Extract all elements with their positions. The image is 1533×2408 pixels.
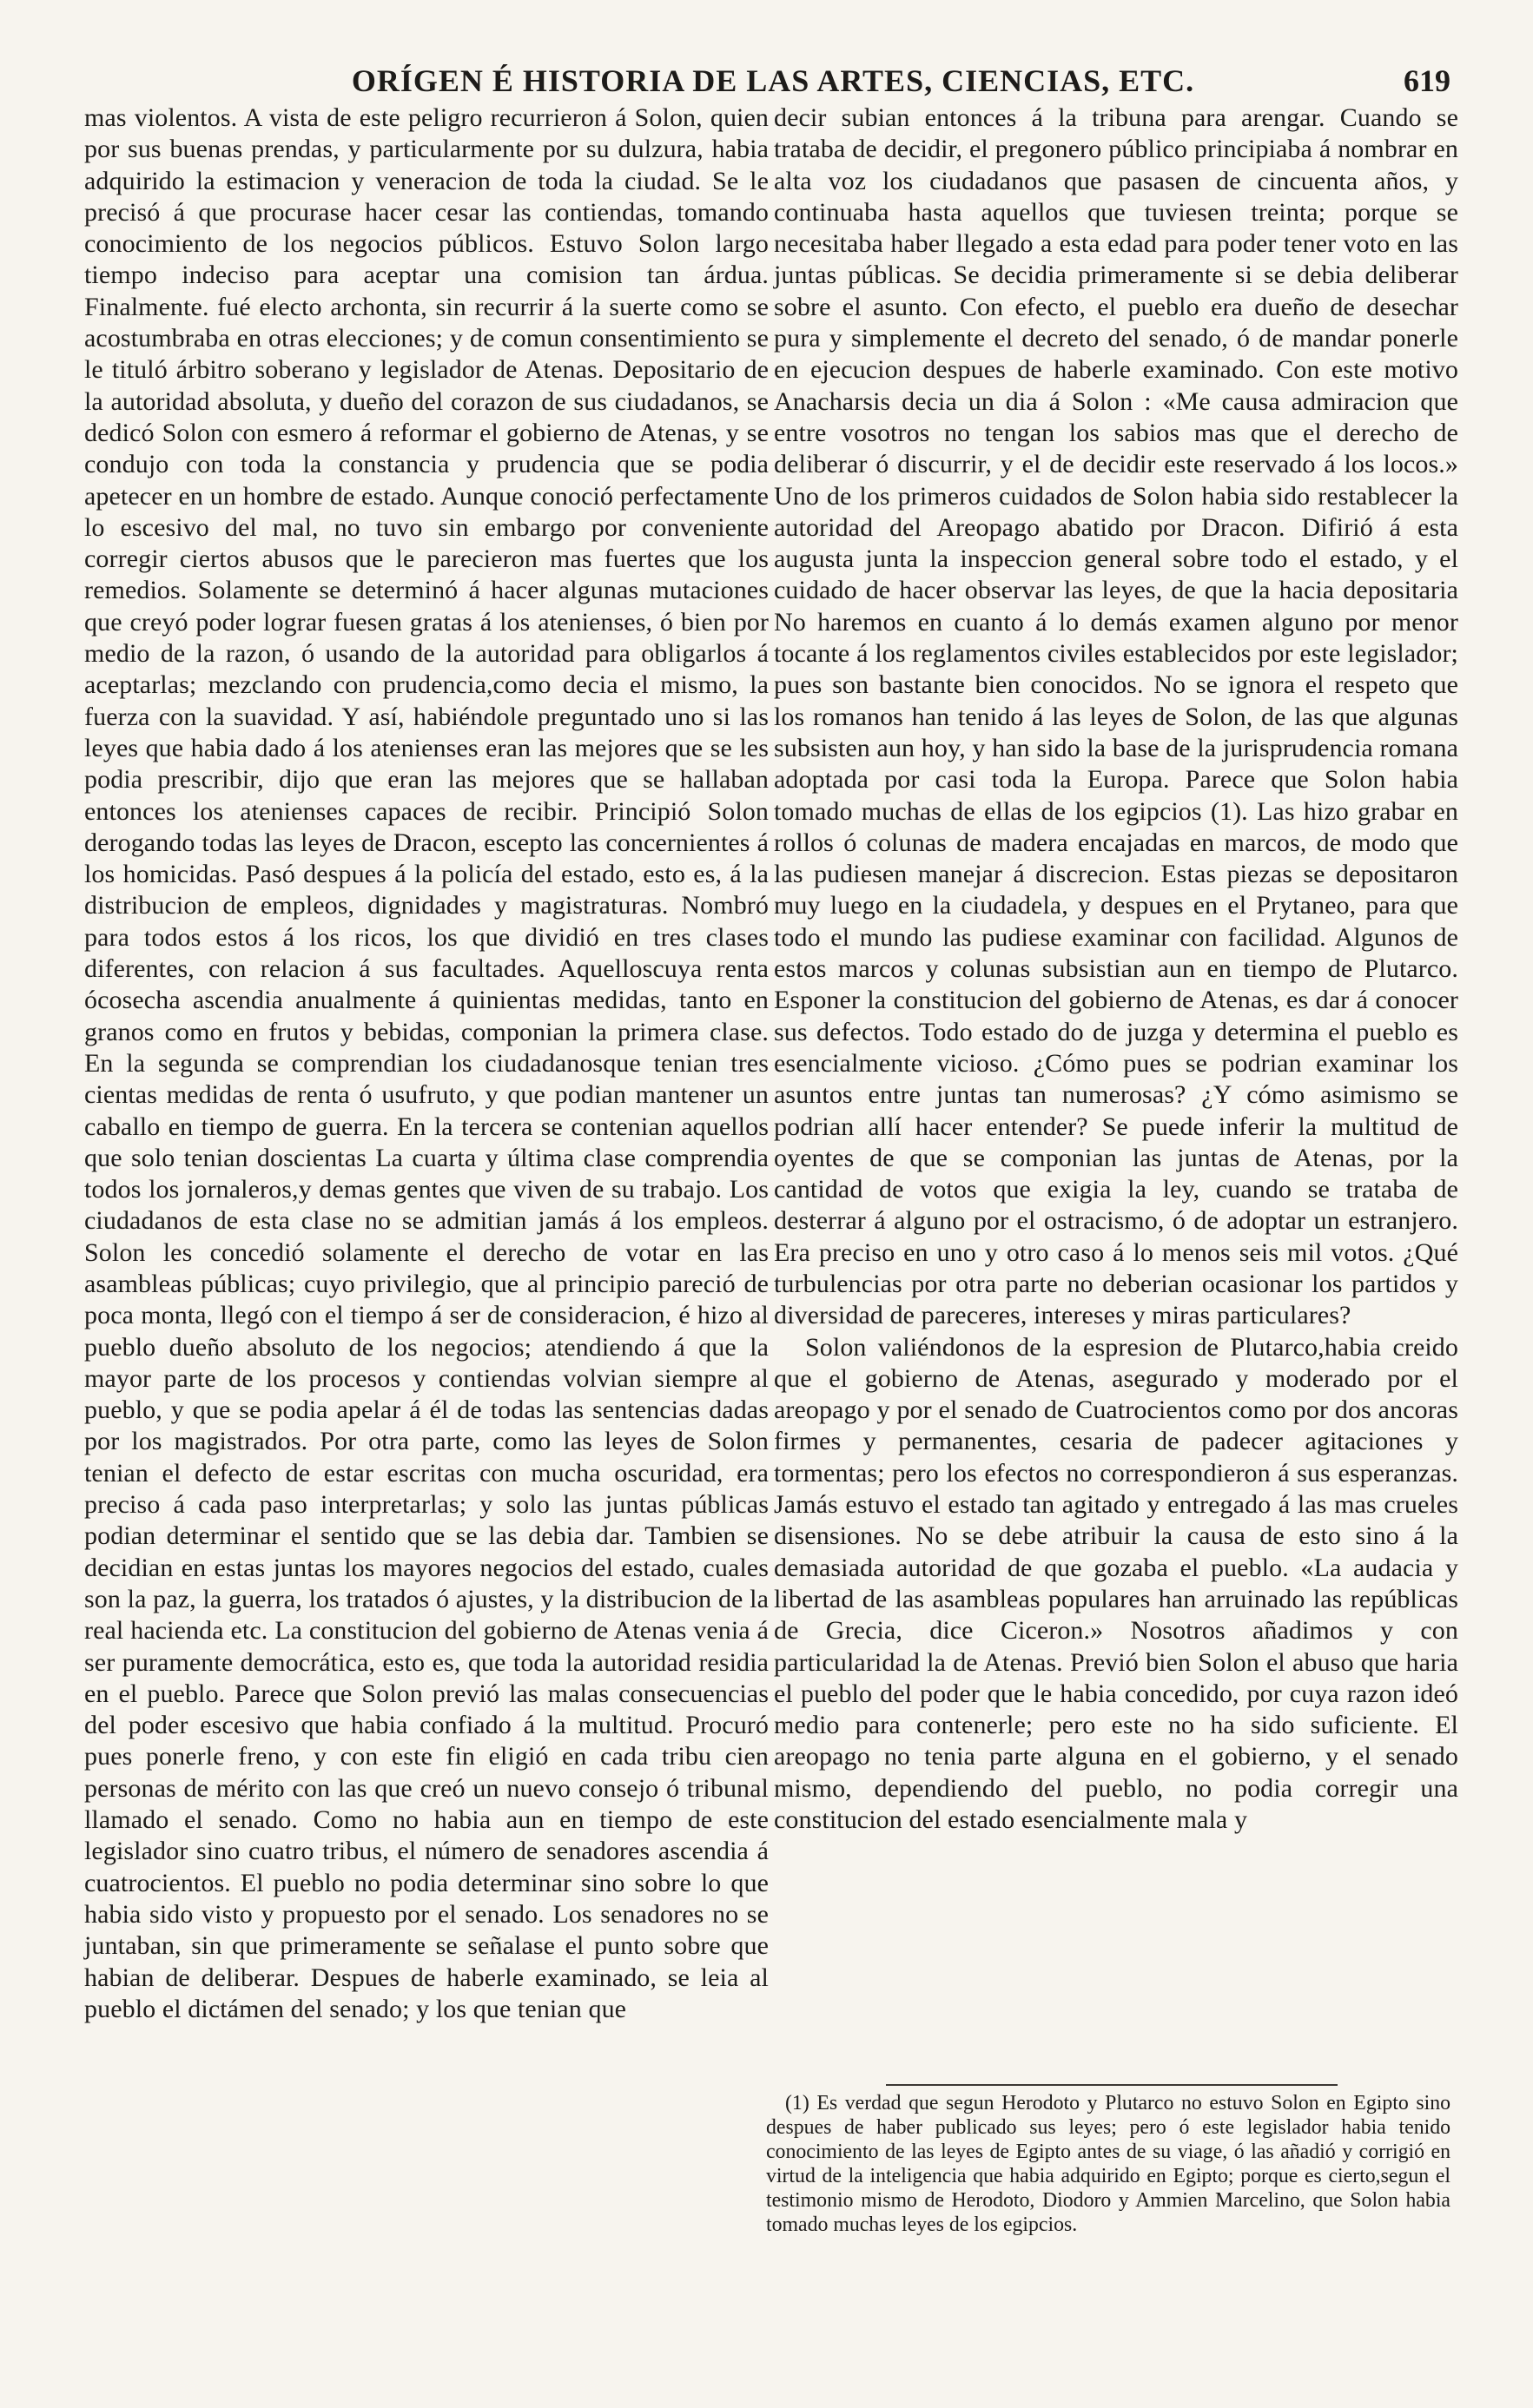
footnote-divider xyxy=(886,2084,1338,2086)
running-title: ORÍGEN É HISTORIA DE LAS ARTES, CIENCIAS, ETC. xyxy=(351,63,1195,98)
right-paragraph: Solon valiéndonos de la espresion de Plutarco,habia creido que el gobierno de Atenas, asegurado y moderado por el areopago y por el senado de Cuatrocientos como por dos ancoras firmes y permanentes, cesaria de padecer agitaciones y tormentas; pero los efectos no correspondieron á sus esperanzas. Jamás estuvo el estado tan agitado y entregado á las mas crueles disensiones. No se debe atribuir la causa de esto sino á la demasiada autoridad de que gozaba el pueblo. «La audacia y libertad de las asambleas populares han arruinado las repúblicas de Grecia, dice Ciceron.» Nosotros añadimos y con particularidad la de Atenas. Previó bien Solon el abuso que haria el pueblo del poder que le habia concedido, por cuya razon ideó medio para contenerle; pero este no ha sido suficiente. El areopago no tenia parte alguna en el gobierno, y el senado mismo, dependiendo del pueblo, no podia corregir una constitucion del estado esencialmente mala y xyxy=(774,1332,1458,1835)
right-column xyxy=(774,102,1458,2343)
left-column xyxy=(84,102,769,2360)
right-paragraph: decir subian entonces á la tribuna para arengar. Cuando se trataba de decidir, el pregonero público principiaba á nombrar en alta voz los ciudadanos que pasasen de cincuenta años, y continuaba hasta aquellos que tuviesen treinta; porque se necesitaba haber llegado a esta edad para poder tener voto en las juntas públicas. Se decidia primeramente si se debia deliberar sobre el asunto. Con efecto, el pueblo era dueño de desechar pura y simplemente el decreto del senado, ó de mandar ponerle en ejecucion despues de haberle examinado. Con este motivo Anacharsis decia un dia á Solon : «Me causa admiracion que entre vosotros no tengan los sabios mas que el derecho de deliberar ó discurrir, y el de decidir este reservado á los locos.» Uno de los primeros cuidados de Solon habia sido restablecer la autoridad del Areopago abatido por Dracon. Difirió á esta augusta junta la inspeccion general sobre todo el estado, y el cuidado de hacer observar las leyes, de que la hacia depositaria No haremos en cuanto á lo demás examen alguno por menor tocante á los reglamentos civiles establecidos por este legislador; pues son bastante bien conocidos. No se ignora el respeto que los romanos han tenido á las leyes de Solon, de las que algunas subsisten aun hoy, y han sido la base de la jurisprudencia romana adoptada por casi toda la Europa. Parece que Solon habia tomado muchas de ellas de los egipcios (1). Las hizo grabar en rollos ó colunas de madera encajadas en marcos, de modo que las pudiesen manejar á discrecion. Estas piezas se depositaron muy luego en la ciudadela, y despues en el Prytaneo, para que todo el mundo las pudiese examinar con facilidad. Algunos de estos marcos y colunas subsistian aun en tiempo de Plutarco. Esponer la constitucion del gobierno de Atenas, es dar á conocer sus defectos. Todo estado do de juzga y determina el pueblo es esencialmente vicioso. ¿Cómo pues se podrian examinar los asuntos entre juntas tan numerosas? ¿Y cómo asimismo se podrian allí hacer entender? Se puede inferir la multitud de oyentes de que se componian las juntas de Atenas, por la cantidad de votos que exigia la ley, cuando se trataba de desterrar á alguno por el ostracismo, ó de adoptar un estranjero. Era preciso en uno y otro caso á lo menos seis mil votos. ¿Qué turbulencias por otra parte no deberian ocasionar los partidos y diversidad de pareceres, intereses y miras particulares? xyxy=(774,103,1458,1330)
page-number: 619 xyxy=(1404,63,1450,98)
left-paragraph: mas violentos. A vista de este peligro recurrieron á Solon, quien por sus buenas prendas, y particularmente por su dulzura, habia adquirido la estimacion y veneracion de toda la ciudad. Se le precisó á que procurase hacer cesar las contiendas, tomando conocimiento de los negocios públicos. Estuvo Solon largo tiempo indeciso para aceptar una comision tan árdua. Finalmente. fué electo archonta, sin recurrir á la suerte como se acostumbraba en otras elecciones; y de comun consentimiento se le tituló árbitro soberano y legislador de Atenas. Depositario de la autoridad absoluta, y dueño del corazon de sus ciudadanos, se dedicó Solon con esmero á reformar el gobierno de Atenas, y se condujo con toda la constancia y prudencia que se podia apetecer en un hombre de estado. Aunque conoció perfectamente lo escesivo del mal, no tuvo sin embargo por conveniente corregir ciertos abusos que le parecieron mas fuertes que los remedios. Solamente se determinó á hacer algunas mutaciones que creyó poder lograr fuesen gratas á los atenienses, ó bien por medio de la razon, ó usando de la autoridad para obligarlos á aceptarlas; mezclando con prudencia,como decia el mismo, la fuerza con la suavidad. Y así, habiéndole preguntado uno si las leyes que habia dado á los atenienses eran las mejores que se les podia prescribir, dijo que eran las mejores que se hallaban entonces los atenienses capaces de recibir. Principió Solon derogando todas las leyes de Dracon, escepto las concernientes á los homicidas. Pasó despues á la policía del estado, esto es, á la distribucion de empleos, dignidades y magistraturas. Nombró para todos estos á los ricos, los que dividió en tres clases diferentes, con relacion á sus facultades. Aquelloscuya renta ócosecha ascendia anualmente á quinientas medidas, tanto en granos como en frutos y bebidas, componian la primera clase. En la segunda se comprendian los ciudadanosque tenian tres cientas medidas de renta ó usufruto, y que podian mantener un caballo en tiempo de guerra. En la tercera se contenian aquellos que solo tenian doscientas La cuarta y última clase comprendia todos los jornaleros,y demas gentes que viven de su trabajo. Los ciudadanos de esta clase no se admitian jamás á los empleos. Solon les concedió solamente el derecho de votar en las asambleas públicas; cuyo privilegio, que al principio pareció de poca monta, llegó con el tiempo á ser de consideracion, é hizo al pueblo dueño absoluto de los negocios; atendiendo á que la mayor parte de los procesos y contiendas volvian siempre al pueblo, y que se podia apelar á él de todas las sentencias dadas por los magistrados. Por otra parte, como las leyes de Solon tenian el defecto de estar escritas con mucha oscuridad, era preciso á cada paso interpretarlas; y solo las juntas públicas podian determinar el sentido que se las debia dar. Tambien se decidian en estas juntas los mayores negocios del estado, cuales son la paz, la guerra, los tratados ó ajustes, y la distribucion de la real hacienda etc. La constitucion del gobierno de Atenas venia á ser puramente democrática, esto es, que toda la autoridad residia en el pueblo. Parece que Solon previó las malas consecuencias del poder escesivo que habia confiado á la multitud. Procuró pues ponerle freno, y con este fin eligió en cada tribu cien personas de mérito con las que creó un nuevo consejo ó tribunal llamado el senado. Como no habia aun en tiempo de este legislador sino cuatro tribus, el número de senadores ascendia á cuatrocientos. El pueblo no podia determinar sino sobre lo que habia sido visto y propuesto por el senado. Los senadores no se juntaban, sin que primeramente se señalase el punto sobre que habian de deliberar. Despues de haberle examinado, se leia al pueblo el dictámen del senado; y los que tenian que xyxy=(84,103,769,2023)
footnote: (1) Es verdad que segun Herodoto y Plutarco no estuvo Solon en Egipto sino despues de haber publicado sus leyes; pero ó este legislador habia tenido conocimiento de las leyes de Egipto antes de su viage, ó las añadió y corrigió en virtud de la inteligencia que habia adquirido en Egipto; porque es cierto,segun el testimonio mismo de Herodoto, Diodoro y Ammien Marcelino, que Solon habia tomado muchas leyes de los egipcios. xyxy=(766,2092,1450,2236)
